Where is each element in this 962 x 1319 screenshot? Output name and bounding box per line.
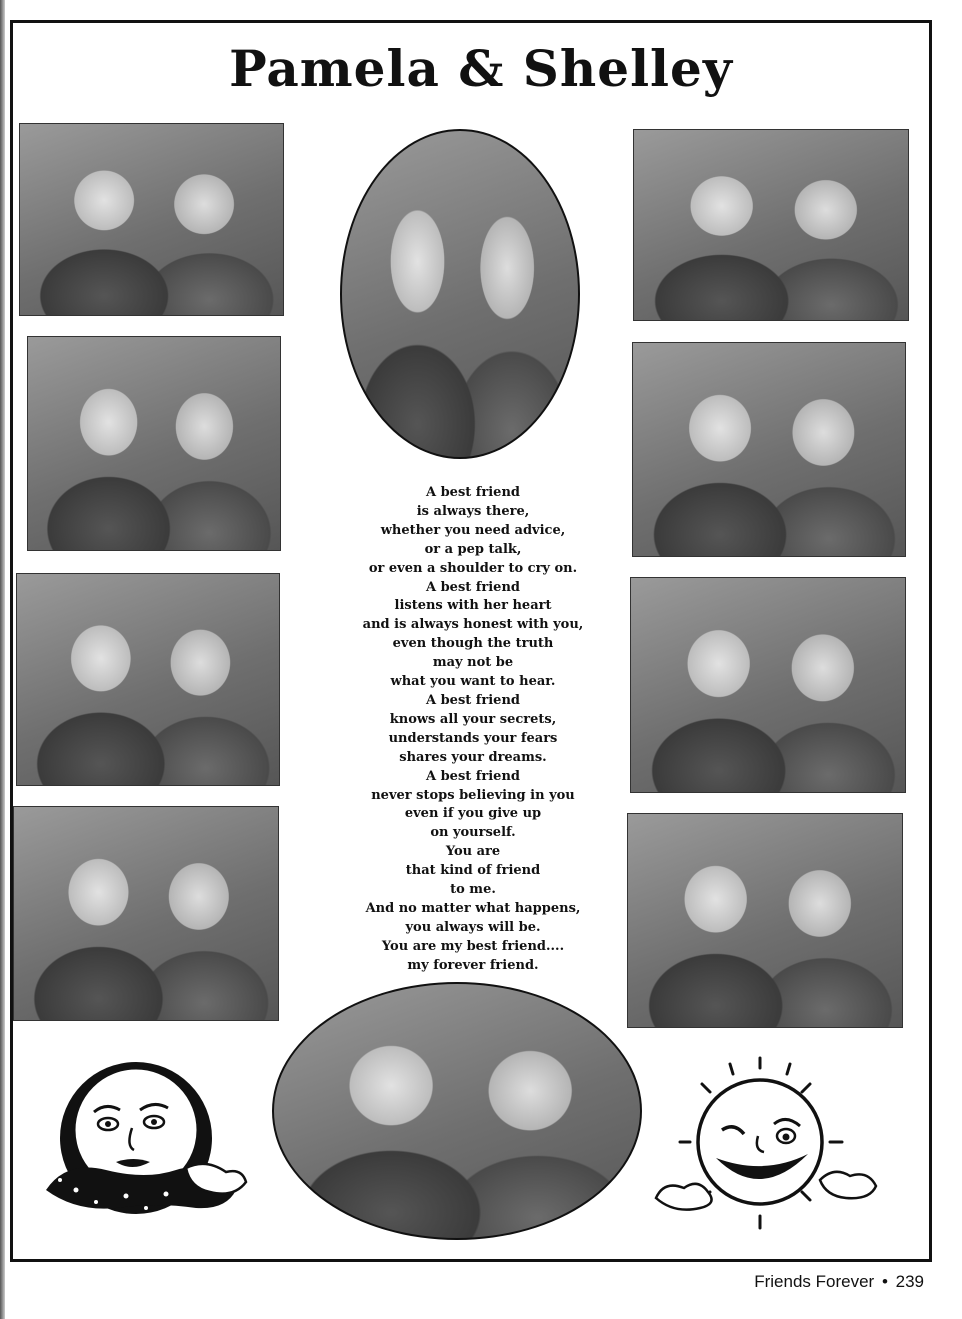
photo-left-3: [16, 573, 280, 786]
photo-left-1: [19, 123, 284, 316]
poem-line: A best friend: [425, 768, 520, 784]
poem-line: knows all your secrets,: [389, 711, 557, 727]
poem-line: even though the truth: [392, 636, 554, 652]
poem-line: whether you need advice,: [380, 522, 566, 538]
poem-line: A best friend: [425, 579, 520, 595]
poem-line: never stops believing in you: [371, 787, 575, 803]
poem-line: to me.: [450, 882, 496, 898]
poem-line: A best friend: [425, 692, 520, 708]
photo-right-4: [627, 813, 903, 1028]
footer-section: Friends Forever: [754, 1272, 875, 1291]
poem-line: may not be: [432, 655, 514, 671]
photo-right-2: [632, 342, 906, 557]
poem-line: you always will be.: [405, 919, 541, 935]
photo-left-2: [27, 336, 281, 551]
poem-line: is always there,: [416, 503, 530, 519]
scan-edge: [0, 0, 5, 1319]
poem-line: even if you give up: [404, 806, 542, 822]
moon-face-icon: [36, 1050, 248, 1230]
photo-right-1: [633, 129, 909, 321]
footer-separator: •: [881, 1272, 888, 1291]
poem-line: that kind of friend: [405, 863, 541, 879]
page-footer: [754, 1272, 924, 1292]
photo-center-bottom-oval: [272, 982, 642, 1240]
poem-line: or a pep talk,: [424, 541, 522, 557]
poem-line: You are my best friend....: [381, 938, 565, 954]
poem-line: on yourself.: [430, 825, 516, 841]
poem-line: A best friend: [425, 485, 520, 500]
winking-sun-icon: [650, 1050, 884, 1236]
poem-line: understands your fears: [388, 730, 558, 746]
poem: [328, 484, 618, 976]
poem-line: shares your dreams.: [399, 749, 547, 765]
poem-line: my forever friend.: [407, 957, 539, 973]
photo-center-top-oval: [340, 129, 580, 459]
photo-right-3: [630, 577, 906, 793]
page-number: 239: [895, 1272, 924, 1291]
page-title: Pamela & Shelley: [229, 39, 733, 98]
poem-line: what you want to hear.: [390, 674, 556, 690]
poem-line: You are: [445, 844, 501, 860]
poem-line: and is always honest with you,: [362, 617, 584, 633]
poem-line: listens with her heart: [394, 598, 552, 614]
poem-line: And no matter what happens,: [365, 900, 581, 916]
photo-left-4: [13, 806, 279, 1021]
poem-line: or even a shoulder to cry on.: [368, 560, 578, 576]
